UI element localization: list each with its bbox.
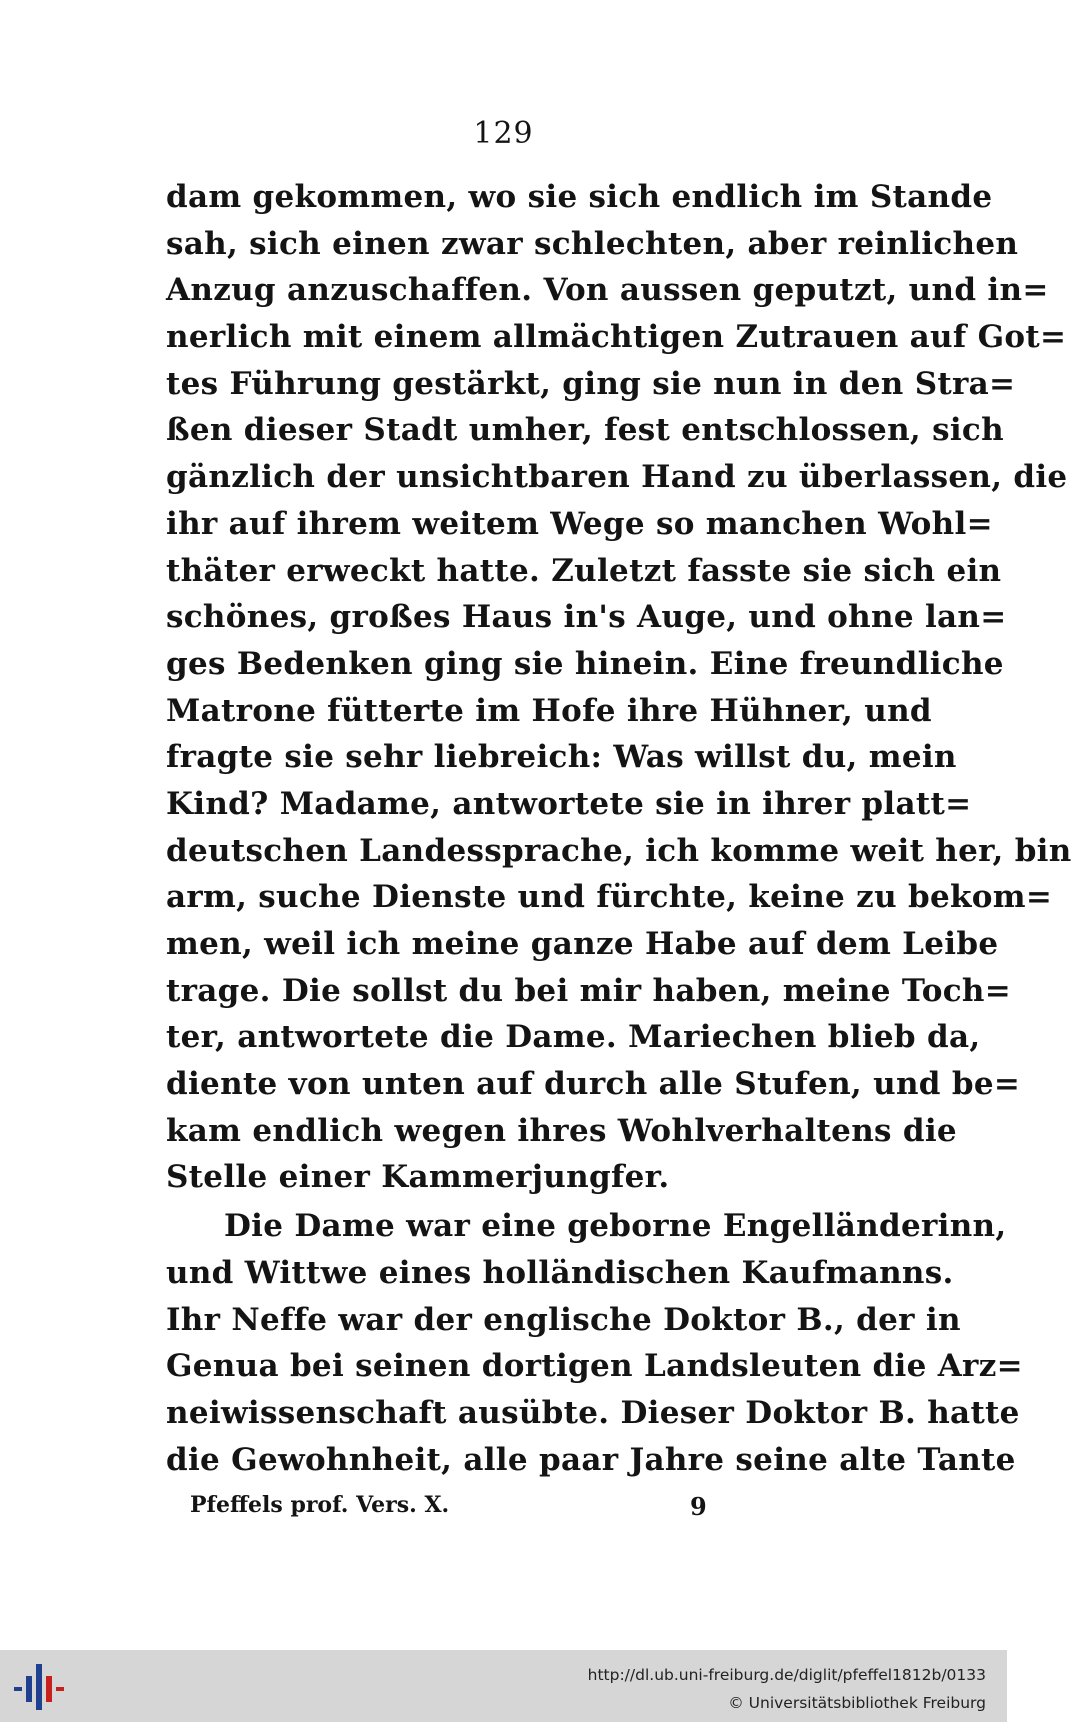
signature-number: 9 — [690, 1492, 707, 1521]
text-line: schönes, großes Haus in's Auge, und ohne lan= — [166, 599, 1007, 636]
text-line: gänzlich der unsichtbaren Hand zu überlassen, die — [166, 459, 1068, 496]
text-line: tes Führung gestärkt, ging sie nun in den Stra= — [166, 365, 1016, 402]
text-line: Kind? Madame, antwortete sie in ihrer platt= — [166, 785, 972, 822]
text-line: ter, antwortete die Dame. Mariechen blieb da, — [166, 1019, 981, 1056]
text-line: nerlich mit einem allmächtigen Zutrauen auf Got= — [166, 319, 1067, 356]
text-line: sah, sich einen zwar schlechten, aber reinlichen — [166, 225, 1019, 262]
page-number: 129 — [473, 116, 534, 151]
text-line: Genua bei seinen dortigen Landsleuten die Arz= — [166, 1348, 1023, 1385]
text-line: kam endlich wegen ihres Wohlverhaltens die — [166, 1112, 957, 1149]
text-line: Stelle einer Kammerjungfer. — [166, 1159, 670, 1196]
text-line: dam gekommen, wo sie sich endlich im Stande — [166, 179, 993, 215]
text-line: ßen dieser Stadt umher, fest entschlossen, sich — [166, 412, 1004, 449]
paragraph-2 — [166, 1203, 1023, 1483]
text-line: thäter erweckt hatte. Zuletzt fasste sie sich ein — [166, 552, 1002, 589]
text-line: trage. Die sollst du bei mir haben, meine Toch= — [166, 972, 1011, 1009]
text-line: die Gewohnheit, alle paar Jahre seine alte Tante — [166, 1441, 1016, 1478]
viewer-footer-bar — [0, 1650, 1007, 1722]
text-line: Anzug anzuschaffen. Von aussen geputzt, und in= — [166, 272, 1049, 309]
permalink-url[interactable]: http://dl.ub.uni-freiburg.de/diglit/pfeffel1812b/0133 — [587, 1666, 986, 1684]
text-line: und Wittwe eines holländischen Kaufmanns. — [166, 1254, 954, 1291]
signature-label: Pfeffels prof. Vers. X. — [190, 1492, 450, 1518]
text-line: ihr auf ihrem weitem Wege so manchen Wohl= — [166, 505, 993, 542]
text-line: men, weil ich meine ganze Habe auf dem Leibe — [166, 926, 999, 962]
paragraph-1 — [166, 174, 1072, 1201]
text-line: ges Bedenken ging sie hinein. Eine freundliche — [166, 645, 1004, 682]
text-line: neiwissenschaft ausübte. Dieser Doktor B. hatte — [166, 1394, 1020, 1431]
text-line: Matrone fütterte im Hofe ihre Hühner, und — [166, 692, 932, 729]
text-line: Ihr Neffe war der englische Doktor B., der in — [166, 1301, 961, 1338]
text-line: Die Dame war eine geborne Engelländerinn, — [224, 1208, 1007, 1245]
ub-freiburg-logo-icon — [14, 1660, 66, 1714]
copyright-notice: © Universitätsbibliothek Freiburg — [728, 1694, 986, 1712]
text-line: fragte sie sehr liebreich: Was willst du, mein — [166, 739, 957, 776]
text-line: arm, suche Dienste und fürchte, keine zu bekom= — [166, 879, 1053, 916]
body-text — [166, 174, 1072, 1483]
text-line: deutschen Landessprache, ich komme weit her, bin — [166, 832, 1072, 869]
text-line: diente von unten auf durch alle Stufen, und be= — [166, 1066, 1021, 1103]
